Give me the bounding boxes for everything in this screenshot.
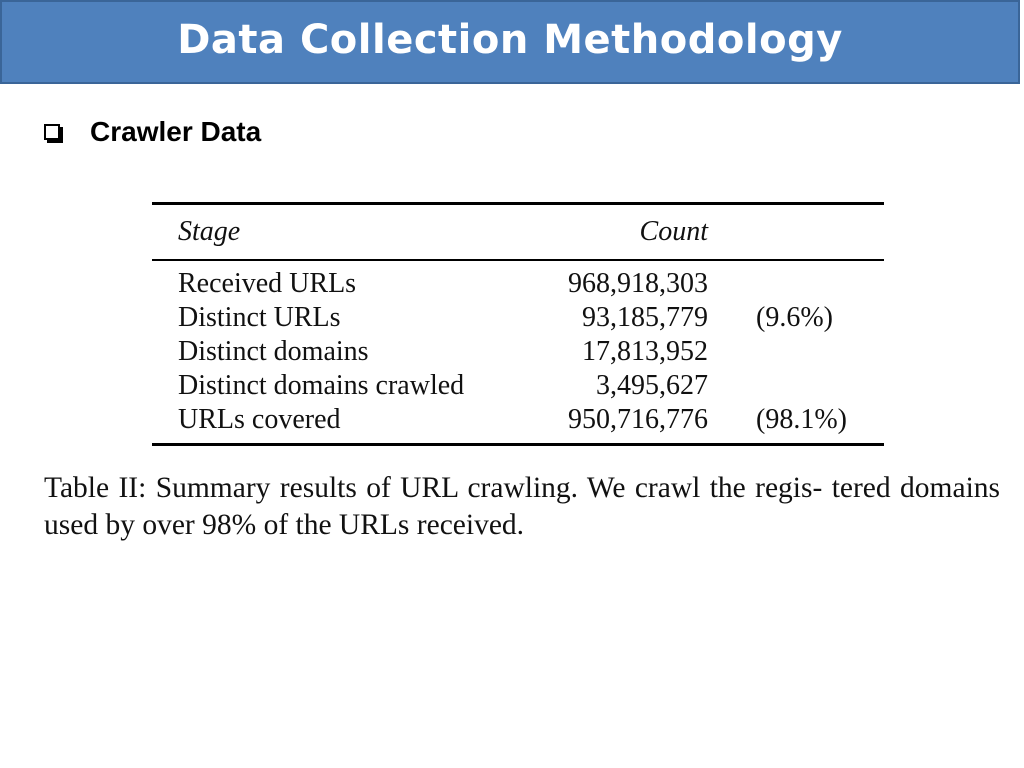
checkbox-bullet-icon — [44, 124, 60, 140]
header-stage: Stage — [178, 216, 241, 247]
results-table — [152, 202, 884, 446]
cell-pct: (98.1%) — [756, 404, 847, 435]
slide-title: Data Collection Methodology — [177, 17, 843, 63]
cell-count: 93,185,779 — [582, 302, 708, 333]
cell-stage: Distinct domains crawled — [178, 370, 465, 401]
table-row — [152, 335, 884, 369]
table-header-row — [152, 205, 884, 259]
bullet-text: Crawler Data — [90, 116, 262, 147]
header-count: Count — [639, 216, 708, 247]
table-row — [152, 369, 884, 403]
cell-stage: Distinct URLs — [178, 302, 341, 333]
cell-count: 17,813,952 — [582, 336, 708, 367]
cell-stage: Distinct domains — [178, 336, 369, 367]
table-row — [152, 403, 884, 437]
table-caption: Table II: Summary results of URL crawling. We crawl the regis- tered domains used by over 98% of the URLs received. — [44, 472, 1000, 541]
cell-stage: URLs covered — [178, 404, 341, 435]
cell-count: 968,918,303 — [568, 268, 708, 299]
cell-count: 3,495,627 — [596, 370, 708, 401]
title-bar — [0, 0, 1020, 84]
table-bottom-rule — [152, 443, 884, 446]
cell-count: 950,716,776 — [568, 404, 708, 435]
table-row — [152, 267, 884, 301]
cell-pct: (9.6%) — [756, 302, 833, 333]
cell-stage: Received URLs — [178, 268, 357, 299]
bullet-item — [44, 116, 261, 148]
table-row — [152, 301, 884, 335]
